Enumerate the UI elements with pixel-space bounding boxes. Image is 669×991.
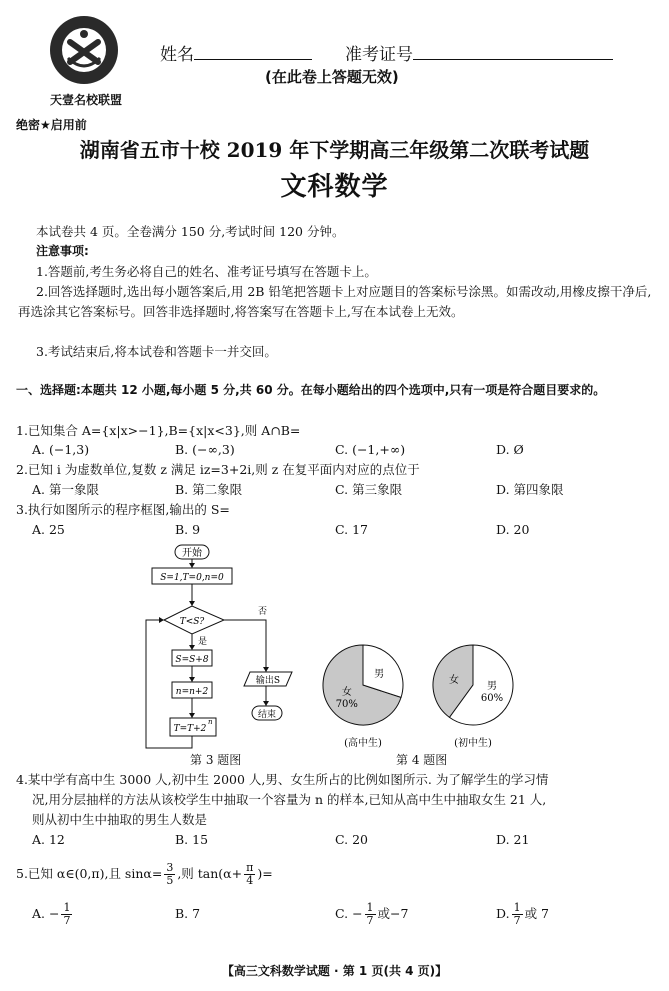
flow-cond-text: T<S? — [179, 617, 205, 627]
flow-step2-text: n=n+2 — [175, 687, 209, 697]
pie-charts — [318, 640, 518, 752]
q1-option-c[interactable]: C. (−1,+∞) — [335, 442, 406, 457]
q3-option-c[interactable]: C. 17 — [335, 522, 368, 537]
q3-option-a[interactable]: A. 25 — [32, 522, 65, 537]
q1-option-a[interactable]: A. (−1,3) — [32, 442, 90, 457]
q5-option-a[interactable] — [32, 898, 72, 930]
q2-option-b[interactable]: B. 第二象限 — [175, 482, 243, 497]
flow-no-text: 否 — [258, 607, 268, 617]
q3-stem: 3.执行如图所示的程序框图,输出的 S= — [16, 502, 230, 517]
pie-1-label-female-0: 女 — [448, 674, 459, 686]
pie-1-caption: (初中生) — [454, 738, 492, 749]
q5-option-a-frac — [61, 902, 72, 927]
exam-id-field[interactable] — [345, 40, 613, 65]
q5-option-d-label: D. — [496, 906, 510, 921]
q1-option-d[interactable]: D. Ø — [496, 442, 524, 457]
q4-figure-caption: 第 4 题图 — [396, 753, 448, 767]
q3-figure-caption: 第 3 题图 — [190, 753, 242, 767]
q5-option-d-den: 7 — [513, 913, 521, 927]
q2-stem: 2.已知 i 为虚数单位,复数 z 满足 iz=3+2i,则 z 在复平面内对应的点位于 — [16, 462, 420, 477]
q5-option-d-frac — [512, 902, 523, 927]
q1-stem: 1.已知集合 A={x|x>−1},B={x|x<3},则 A∩B= — [16, 423, 301, 438]
pie-0-caption: (高中生) — [344, 738, 382, 749]
flow-step1-text: S=S+8 — [175, 655, 209, 665]
page-footer: 【高三文科数学试题 · 第 1 页(共 4 页)】 — [221, 964, 448, 978]
q5-option-c-label: C. − — [335, 906, 363, 921]
q5-frac-pi-den: 4 — [246, 873, 254, 887]
flow-output-text: 输出S — [255, 676, 281, 686]
flow-yes-text: 是 — [198, 637, 208, 647]
q5-frac-pi-num: π — [246, 860, 254, 874]
q5-option-c-den: 7 — [366, 913, 374, 927]
logo-text: 天壹名校联盟 — [50, 93, 123, 107]
pie-0-label-female-1: 70% — [335, 698, 358, 710]
q5-frac-sin — [164, 862, 175, 887]
name-label: 姓名 — [160, 45, 194, 65]
q4-option-d[interactable]: D. 21 — [496, 832, 530, 847]
q5-option-c-num: 1 — [366, 900, 374, 914]
invalid-note: (在此卷上答题无效) — [265, 68, 399, 86]
note-3: 3.考试结束后,将本试卷和答题卡一并交回。 — [36, 344, 277, 359]
q5-option-d-tail: 或 7 — [524, 906, 549, 921]
note-1: 1.答题前,考生务必将自己的姓名、准考证号填写在答题卡上。 — [36, 264, 377, 279]
q4-option-a[interactable]: A. 12 — [32, 832, 65, 847]
q2-option-d[interactable]: D. 第四象限 — [496, 482, 564, 497]
q5-stem-suffix: )= — [257, 866, 273, 881]
q5-frac-pi — [244, 862, 255, 887]
q4-option-c[interactable]: C. 20 — [335, 832, 368, 847]
name-field[interactable] — [160, 40, 312, 65]
confidential-mark: 绝密★启用前 — [16, 118, 87, 132]
flow-init-text: S=1,T=0,n=0 — [160, 573, 224, 583]
q5-option-a-label: A. − — [32, 906, 60, 921]
q5-option-c-frac — [365, 902, 376, 927]
q5-stem-prefix: 5.已知 α∈(0,π),且 sinα= — [16, 866, 163, 881]
pie-1-label-male-1: 60% — [480, 693, 504, 705]
intro-text: 本试卷共 4 页。全卷满分 150 分,考试时间 120 分钟。 — [36, 224, 345, 239]
q1-option-b[interactable]: B. (−∞,3) — [175, 442, 235, 457]
q5-stem — [16, 856, 273, 892]
note-2: 2.回答选择题时,选出每小题答案后,用 2B 铅笔把答题卡上对应题目的答案标号涂黑。如需改动,用橡皮擦干净后,再选涂其它答案标号。回答非选择题时,将答案写在答题卡上,写在本试卷上无效。 — [18, 284, 652, 319]
flow-step3-sup: n — [208, 718, 213, 726]
flowchart — [138, 540, 298, 752]
flow-start-text: 开始 — [182, 548, 202, 559]
q5-option-c[interactable] — [335, 898, 408, 930]
section-heading: 一、选择题:本题共 12 小题,每小题 5 分,共 60 分。在每小题给出的四个选项中,只有一项是符合题目要求的。 — [16, 383, 606, 397]
q4-stem-line-2: 况,用分层抽样的方法从该校学生中抽取一个容量为 n 的样本,已知从高中生中抽取女生 21 人, — [32, 792, 547, 807]
q5-option-a-num: 1 — [63, 900, 71, 914]
q2-option-c[interactable]: C. 第三象限 — [335, 482, 403, 497]
q4-stem-line-3: 则从初中生中抽取的男生人数是 — [32, 812, 208, 827]
pie-0-label-female-0: 女 — [341, 686, 352, 698]
q2-option-a[interactable]: A. 第一象限 — [32, 482, 99, 497]
q5-option-c-tail: 或−7 — [377, 906, 409, 921]
notes-heading: 注意事项: — [36, 244, 89, 258]
q5-frac-sin-den: 5 — [166, 873, 174, 887]
exam-id-label: 准考证号 — [345, 45, 413, 65]
pie-0-label-male-0: 男 — [374, 669, 385, 681]
q5-option-a-den: 7 — [63, 913, 71, 927]
pie-1-label-male-0: 男 — [487, 681, 498, 693]
flow-end-text: 结束 — [257, 710, 277, 720]
q5-option-b[interactable]: B. 7 — [175, 906, 201, 921]
q3-option-b[interactable]: B. 9 — [175, 522, 201, 537]
subject-title: 文科数学 — [280, 172, 389, 202]
exam-title: 湖南省五市十校 2019 年下学期高三年级第二次联考试题 — [79, 138, 590, 162]
flow-step3-text: T=T+2 — [173, 724, 207, 734]
q4-stem-line-1: 4.某中学有高中生 3000 人,初中生 2000 人,男、女生所占的比例如图所示. 为了解学生的学习情 — [16, 772, 549, 787]
q3-option-d[interactable]: D. 20 — [496, 522, 530, 537]
q5-stem-mid: ,则 tan(α+ — [177, 866, 243, 881]
q5-frac-sin-num: 3 — [166, 860, 174, 874]
q5-option-d-num: 1 — [513, 900, 521, 914]
q5-option-d[interactable] — [496, 898, 549, 930]
q4-option-b[interactable]: B. 15 — [175, 832, 209, 847]
